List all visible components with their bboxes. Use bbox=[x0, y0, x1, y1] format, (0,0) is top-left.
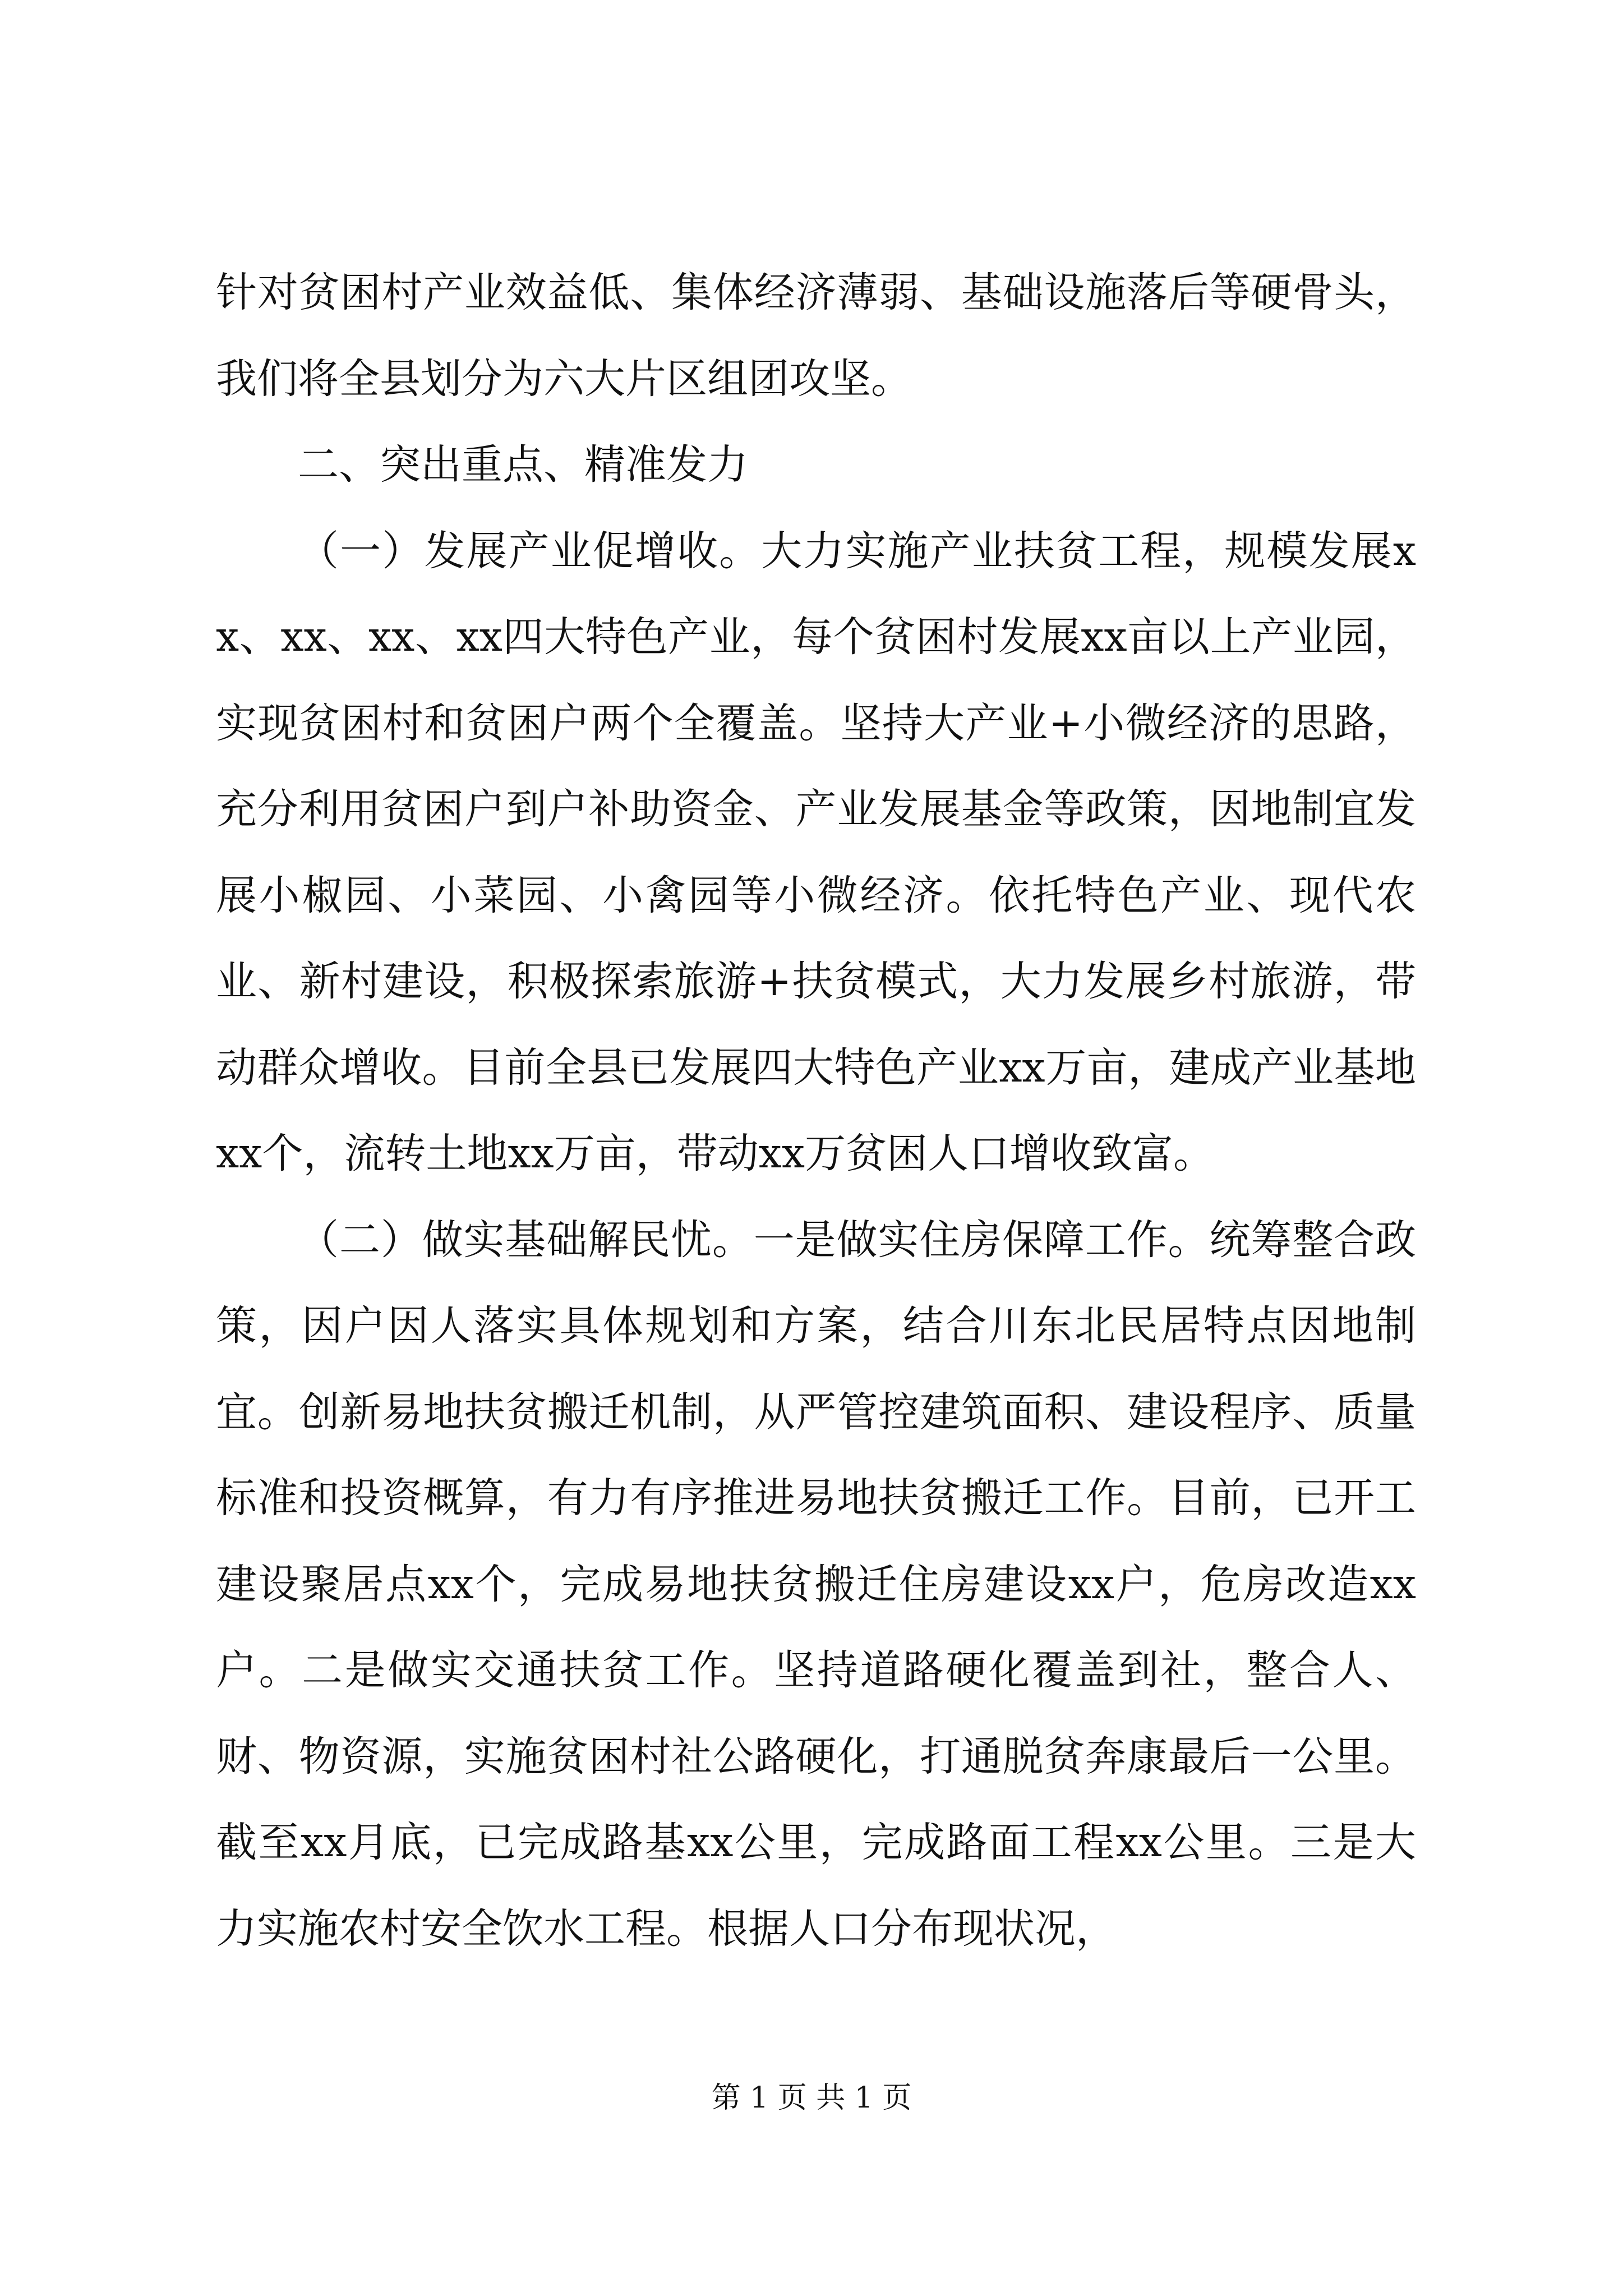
document-body bbox=[216, 250, 1416, 1972]
paragraph-industry: （一）发展产业促增收。大力实施产业扶贫工程，规模发展xx、xx、xx、xx四大特色产业，每个贫困村发展xx亩以上产业园，实现贫困村和贫困户两个全覆盖。坚持大产业+小微经济的思路，充分利用贫困户到户补助资金、产业发展基金等政策，因地制宜发展小椒园、小菜园、小禽园等小微经济。依托特色产业、现代农业、新村建设，积极探索旅游+扶贫模式，大力发展乡村旅游，带动群众增收。目前全县已发展四大特色产业xx万亩，建成产业基地xx个，流转土地xx万亩，带动xx万贫困人口增收致富。 bbox=[216, 527, 1416, 1177]
paragraph-1: 针对贫困村产业效益低、集体经济薄弱、基础设施落后等硬骨头，我们将全县划分为六大片区组团攻坚。 bbox=[216, 269, 1416, 403]
paragraph-infrastructure: （二）做实基础解民忧。一是做实住房保障工作。统筹整合政策，因户因人落实具体规划和方案，结合川东北民居特点因地制宜。创新易地扶贫搬迁机制，从严管控建筑面积、建设程序、质量标准和投资概算，有力有序推进易地扶贫搬迁工作。目前，已开工建设聚居点xx个，完成易地扶贫搬迁住房建设xx户，危房改造xx户。二是做实交通扶贫工作。坚持道路硬化覆盖到社，整合人、财、物资源，实施贫困村社公路硬化，打通脱贫奔康最后一公里。截至xx月底，已完成路基xx公里，完成路面工程xx公里。三是大力实施农村安全饮水工程。根据人口分布现状况， bbox=[216, 1216, 1416, 1953]
page-footer: 第 1 页 共 1 页 bbox=[711, 2081, 912, 2115]
section-heading: 二、突出重点、精准发力 bbox=[298, 441, 748, 489]
